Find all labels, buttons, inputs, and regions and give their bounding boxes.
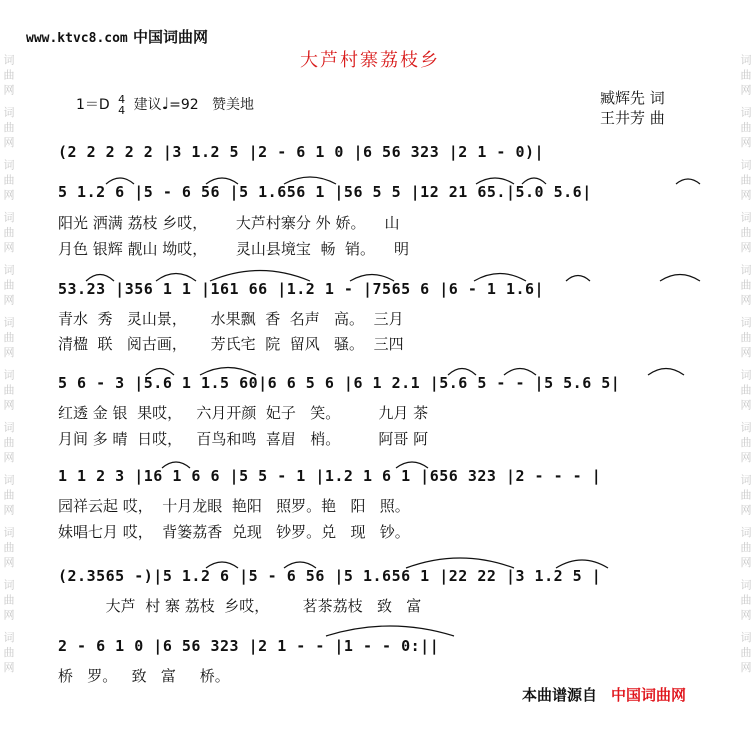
lyric-line-5-verse-2: 妹唱七月 哎， 背篓荔香 兑现 钞罗。兑 现 钞。 xyxy=(58,523,410,541)
lyric-line-3-verse-1: 青水 秀 灵山景， 水果飘 香 名声 高。 三月 xyxy=(58,310,404,328)
lyric-line-7-verse-1: 桥 罗。 致 富 桥。 xyxy=(58,667,230,685)
song-title: 大芦村寨荔枝乡 xyxy=(300,50,440,71)
lyric-line-3-verse-2: 清楹 联 阅古画， 芳氏宅 院 留风 骚。 三四 xyxy=(58,335,404,353)
footer-brand-link[interactable]: 中国词曲网 xyxy=(611,686,687,704)
time-signature xyxy=(118,94,125,116)
lyric-line-2-verse-1: 阳光 洒满 荔枝 乡哎， 大芦村寨分 外 娇。 山 xyxy=(58,214,400,232)
lyric-line-6-verse-1: 大芦 村 寨 荔枝 乡哎， 茗茶荔枝 致 富 xyxy=(58,597,422,615)
footer-source xyxy=(522,684,686,705)
quarter-note-icon: ♩ xyxy=(161,94,170,113)
lyric-line-5-verse-1: 园祥云起 哎， 十月龙眼 艳阳 照罗。艳 阳 照。 xyxy=(58,497,410,515)
lyricist: 臧辉先 词 xyxy=(600,89,665,107)
notation-line-3: 53.23 |356 1 1 |161 66 |1.2 1 - |7565 6 |6 - 1 1.6| xyxy=(58,280,545,298)
composer: 王井芳 曲 xyxy=(600,109,665,127)
slur xyxy=(326,626,454,636)
lyric-line-4-verse-2: 月间 多 晴 日哎， 百鸟和鸣 喜眉 梢。 阿哥 阿 xyxy=(58,430,429,448)
watermark-right: 词曲网 词曲网 词曲网 词曲网 词曲网 词曲网 词曲网 词曲网 词曲网 词曲网 词曲网 词曲网 xyxy=(739,54,752,677)
notation-line-5: 1 1 2 3 |16 1 6 6 |5 5 - 1 |1.2 1 6 1 |656 323 |2 - - - | xyxy=(58,467,602,485)
credits xyxy=(600,88,665,128)
site-header xyxy=(26,26,208,47)
lyric-line-2-verse-2: 月色 银辉 靓山 坳哎， 灵山县境宝 畅 销。 明 xyxy=(58,240,410,258)
notation-line-4: 5 6 - 3 |5.6 1 1.5 60|6 6 5 6 |6 1 2.1 |5.6 5 - - |5 5.6 5| xyxy=(58,374,621,392)
performance-style: 赞美地 xyxy=(212,97,255,113)
meter-top: 4 xyxy=(118,93,126,106)
notation-line-6: (2.3565 -)|5 1.2 6 |5 - 6 56 |5 1.656 1 |22 22 |3 1.2 5 | xyxy=(58,567,602,585)
watermark-left: 词曲网 词曲网 词曲网 词曲网 词曲网 词曲网 词曲网 词曲网 词曲网 词曲网 词曲网 词曲网 xyxy=(2,54,15,677)
lyric-line-4-verse-1: 红透 金 银 果哎， 六月开颜 妃子 笑。 九月 茶 xyxy=(58,404,429,422)
meter-bottom: 4 xyxy=(118,104,126,117)
notation-line-1: (2 2 2 2 2 |3 1.2 5 |2 - 6 1 0 |6 56 323 |2 1 - 0)| xyxy=(58,143,545,161)
notation-line-2: 5 1.2 6 |5 - 6 56 |5 1.656 1 |56 5 5 |12 21 65.|5.0 5.6| xyxy=(58,183,592,201)
site-url-link[interactable]: www.ktvc8.com xyxy=(26,31,128,46)
tempo-prefix: 建议 xyxy=(133,97,162,113)
footer-prefix: 本曲谱源自 xyxy=(522,686,598,704)
notation-line-7: 2 - 6 1 0 |6 56 323 |2 1 - - |1 - - 0:|| xyxy=(58,637,440,655)
site-name: 中国词曲网 xyxy=(132,28,208,46)
key-signature: 1＝D xyxy=(76,97,110,113)
tempo-value: =92 xyxy=(169,97,199,113)
song-meta xyxy=(76,94,254,116)
